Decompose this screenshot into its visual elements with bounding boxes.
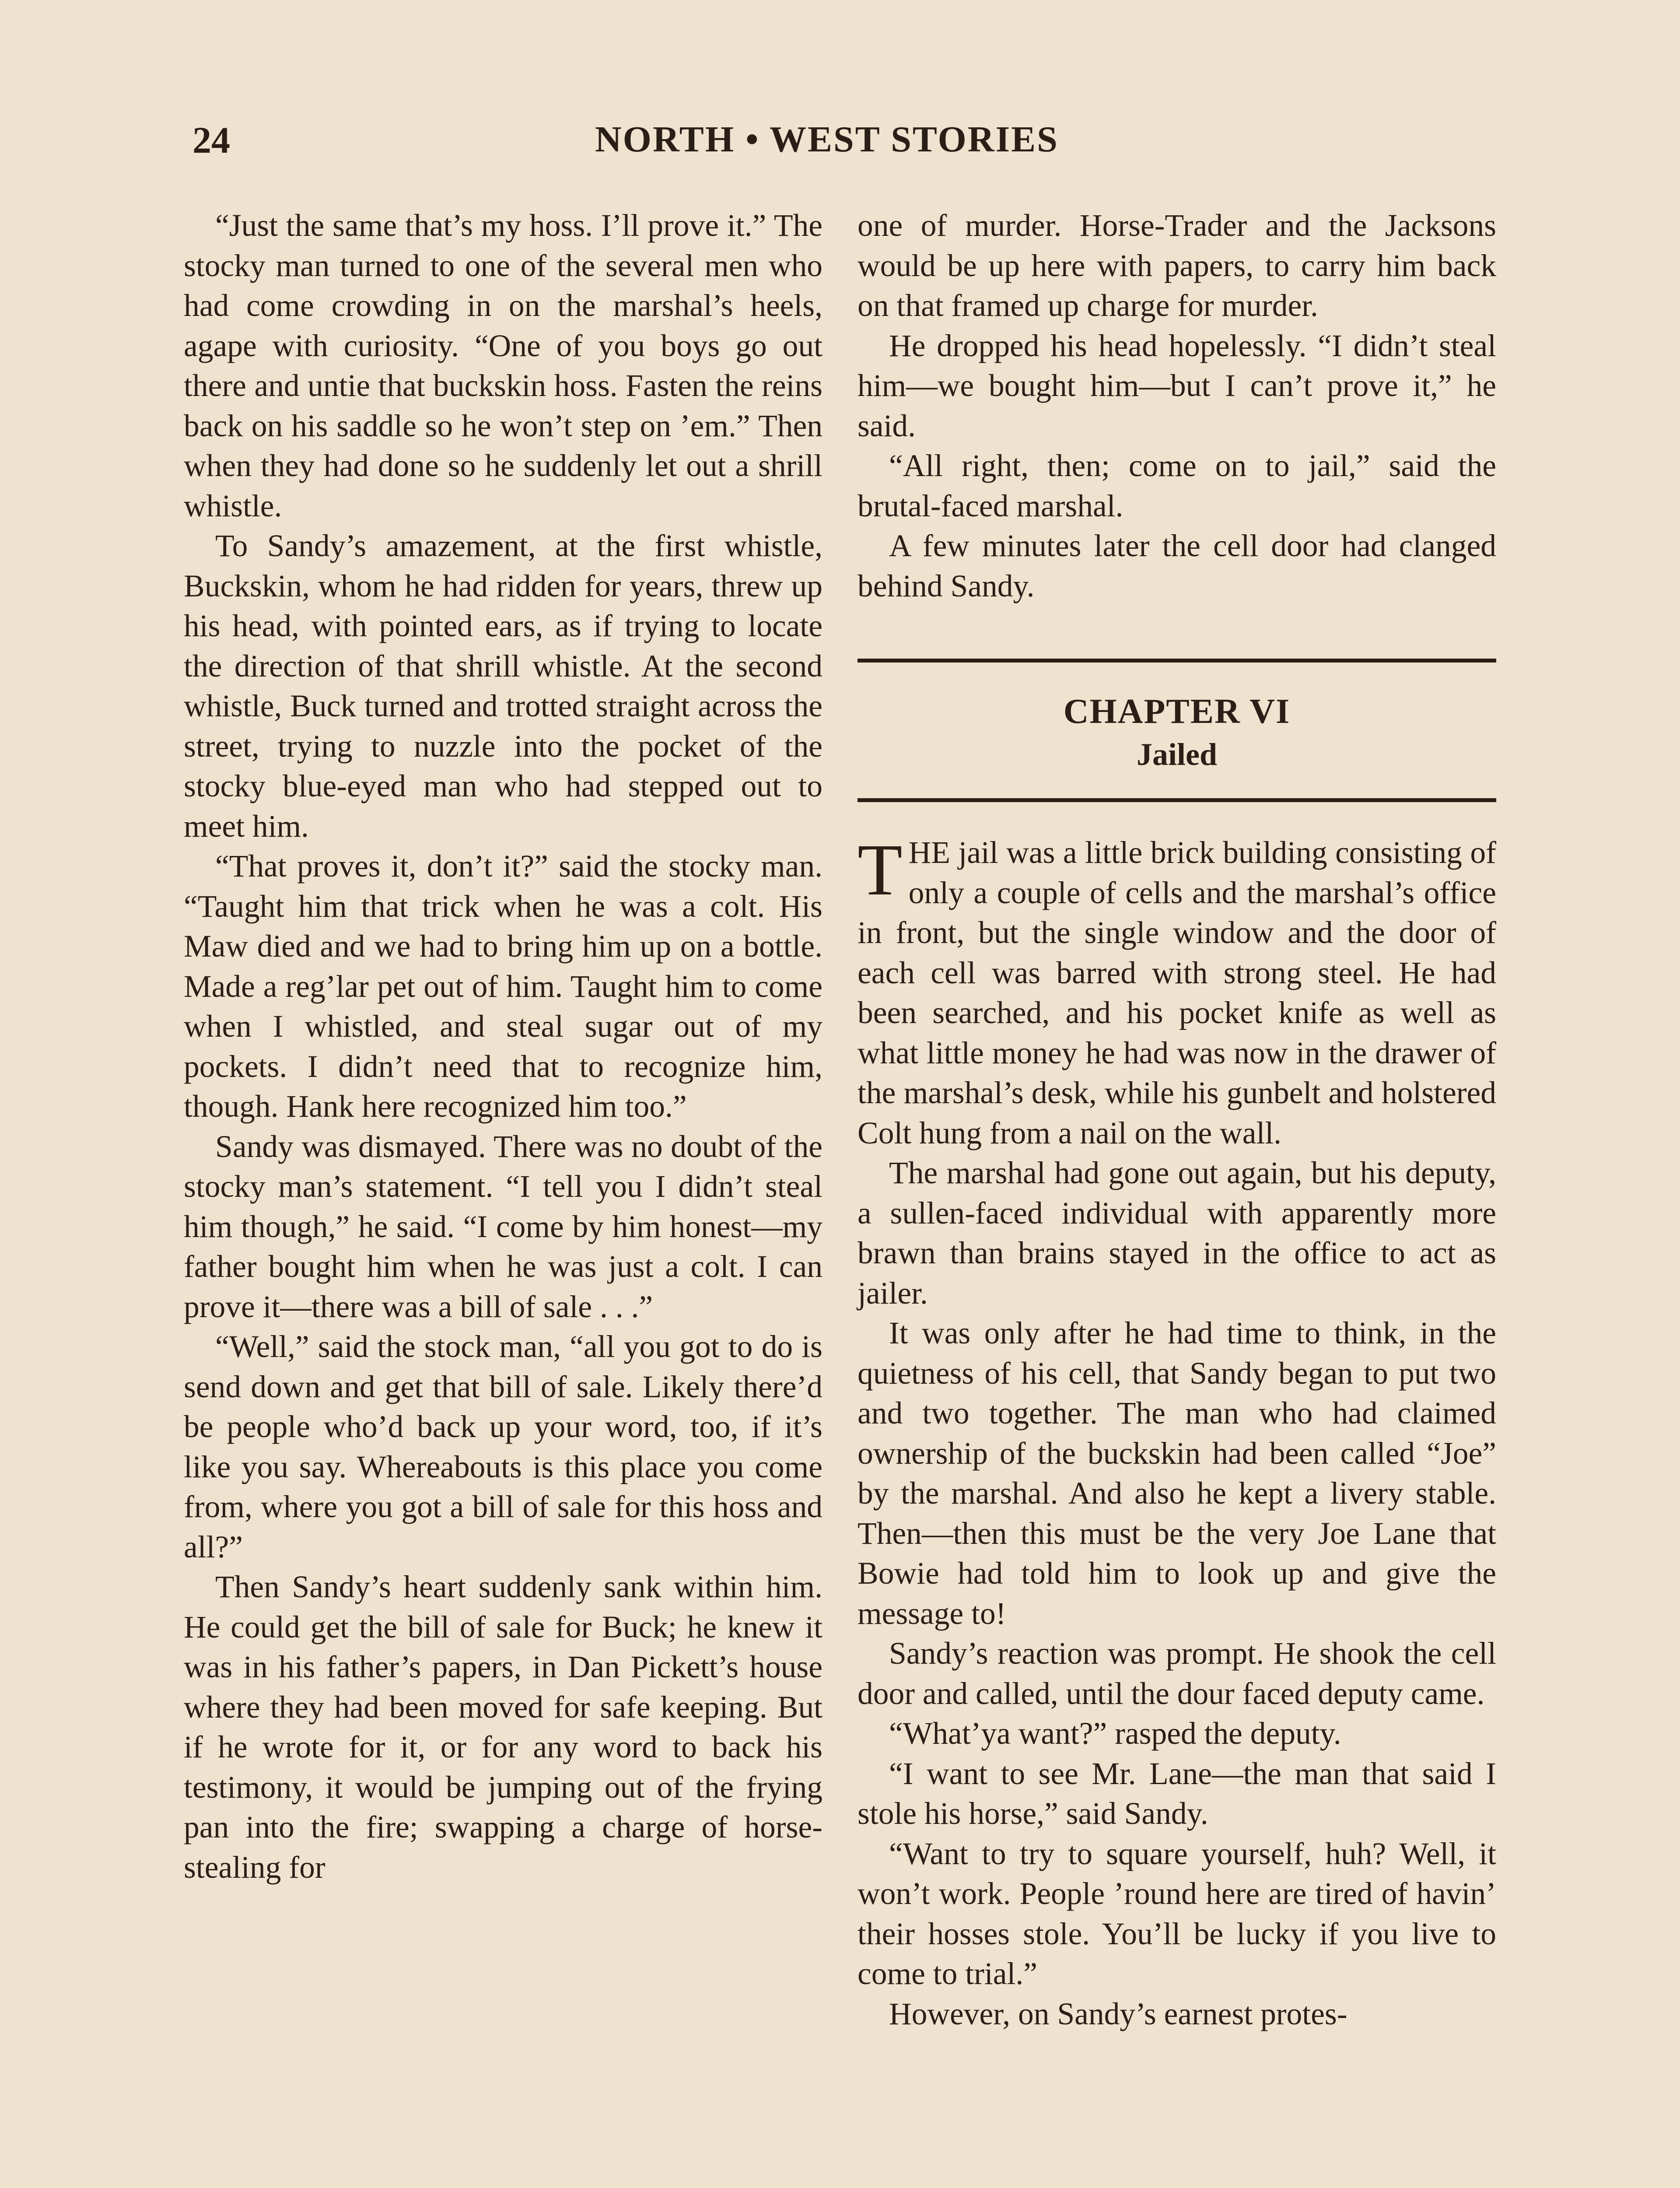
- paragraph: He dropped his head hopelessly. “I didn’t steal him—we bought him—but I can’t prove it,” he said.: [858, 328, 1496, 443]
- paragraph: “What’ya want?” rasped the deputy.: [889, 1716, 1341, 1751]
- paragraph: “That proves it, don’t it?” said the stocky man. “Taught him that trick when he was a colt. His Maw died and we had to bring him up on a bottle. Made a reg’lar pet out of him. Taught him to come when I whistled, and steal sugar out of my pockets. I didn’t need that to recognize him, though. Hank here recognized him too.”: [184, 849, 822, 1124]
- paragraph: one of murder. Horse-Trader and the Jacksons would be up here with papers, to carry him back on that framed up charge for murder.: [858, 208, 1496, 323]
- paragraph: Then Sandy’s heart suddenly sank within him. He could get the bill of sale for Buck; he knew it was in his father’s papers, in Dan Pickett’s house where they had been moved for safe keeping. But if he wrote for it, or for any word to back his testimony, it would be jumping out of the frying pan into the fire; swapping a charge of horse-stealing for: [184, 1570, 822, 1885]
- paragraph: Sandy’s reaction was prompt. He shook the cell door and called, until the dour faced deputy came.: [858, 1636, 1496, 1711]
- chapter-rule-bottom: [858, 798, 1496, 802]
- drop-cap: T: [858, 829, 903, 911]
- paragraph: “Well,” said the stock man, “all you got to do is send down and get that bill of sale. Likely there’d be people who’d back up your word, too, if it’s like you say. Whereabouts is this place you come from, where you got a bill of sale for this hoss and all?”: [184, 1329, 822, 1564]
- paragraph: “Want to try to square yourself, huh? Well, it won’t work. People ’round here are tired of havin’ their hosses stole. You’ll be lucky if you live to come to trial.”: [858, 1836, 1496, 1991]
- paragraph: The marshal had gone out again, but his deputy, a sullen-faced individual with apparently more brawn than brains stayed in the office to act as jailer.: [858, 1156, 1496, 1311]
- chapter-heading: CHAPTER VI: [1063, 692, 1291, 731]
- left-column: [184, 206, 822, 1887]
- paragraph: “Just the same that’s my hoss. I’ll prove it.” The stocky man turned to one of the several men who had come crowding in on the marshal’s heels, agape with curiosity. “One of you boys go out there and untie that buckskin hoss. Fasten the reins back on his saddle so he won’t step on ’em.” Then when they had done so he suddenly let out a shrill whistle.: [184, 208, 822, 523]
- chapter-subtitle: Jailed: [1136, 737, 1217, 772]
- opening-paragraph-text: HE jail was a little brick building consisting of only a couple of cells and the marshal’s office in front, but the single window and the door of each cell was barred with strong steel. He had been searched, and his pocket knife as well as what little money he had was now in the drawer of the marshal’s desk, while his gunbelt and holstered Colt hung from a nail on the wall.: [858, 835, 1496, 1150]
- right-column: [858, 206, 1496, 2034]
- page-header: [0, 118, 1680, 166]
- page-number: 24: [192, 119, 230, 161]
- opening-paragraph: [858, 829, 1496, 1153]
- paragraph: “I want to see Mr. Lane—the man that said I stole his horse,” said Sandy.: [858, 1756, 1496, 1831]
- chapter-rule-top: [858, 659, 1496, 663]
- running-title: NORTH • WEST STORIES: [595, 119, 1059, 160]
- paragraph: To Sandy’s amazement, at the first whistle, Buckskin, whom he had ridden for years, threw up his head, with pointed ears, as if trying to locate the direction of that shrill whistle. At the second whistle, Buck turned and trotted straight across the street, trying to nuzzle into the pocket of the stocky blue-eyed man who had stepped out to meet him.: [184, 529, 822, 844]
- paragraph: “All right, then; come on to jail,” said the brutal-faced marshal.: [858, 449, 1496, 523]
- chapter-block: [858, 659, 1496, 802]
- paragraph: Sandy was dismayed. There was no doubt of the stocky man’s statement. “I tell you I didn’t steal him though,” he said. “I come by him honest—my father bought him when he was just a colt. I can prove it—there was a bill of sale . . .”: [184, 1129, 822, 1324]
- paragraph: However, on Sandy’s earnest protes-: [889, 1996, 1348, 2031]
- paragraph: A few minutes later the cell door had clanged behind Sandy.: [858, 529, 1496, 603]
- paragraph: It was only after he had time to think, in the quietness of his cell, that Sandy began to put two and two together. The man who had claimed ownership of the buckskin had been called “Joe” by the marshal. And also he kept a livery stable. Then—then this must be the very Joe Lane that Bowie had told him to look up and give the message to!: [858, 1316, 1496, 1631]
